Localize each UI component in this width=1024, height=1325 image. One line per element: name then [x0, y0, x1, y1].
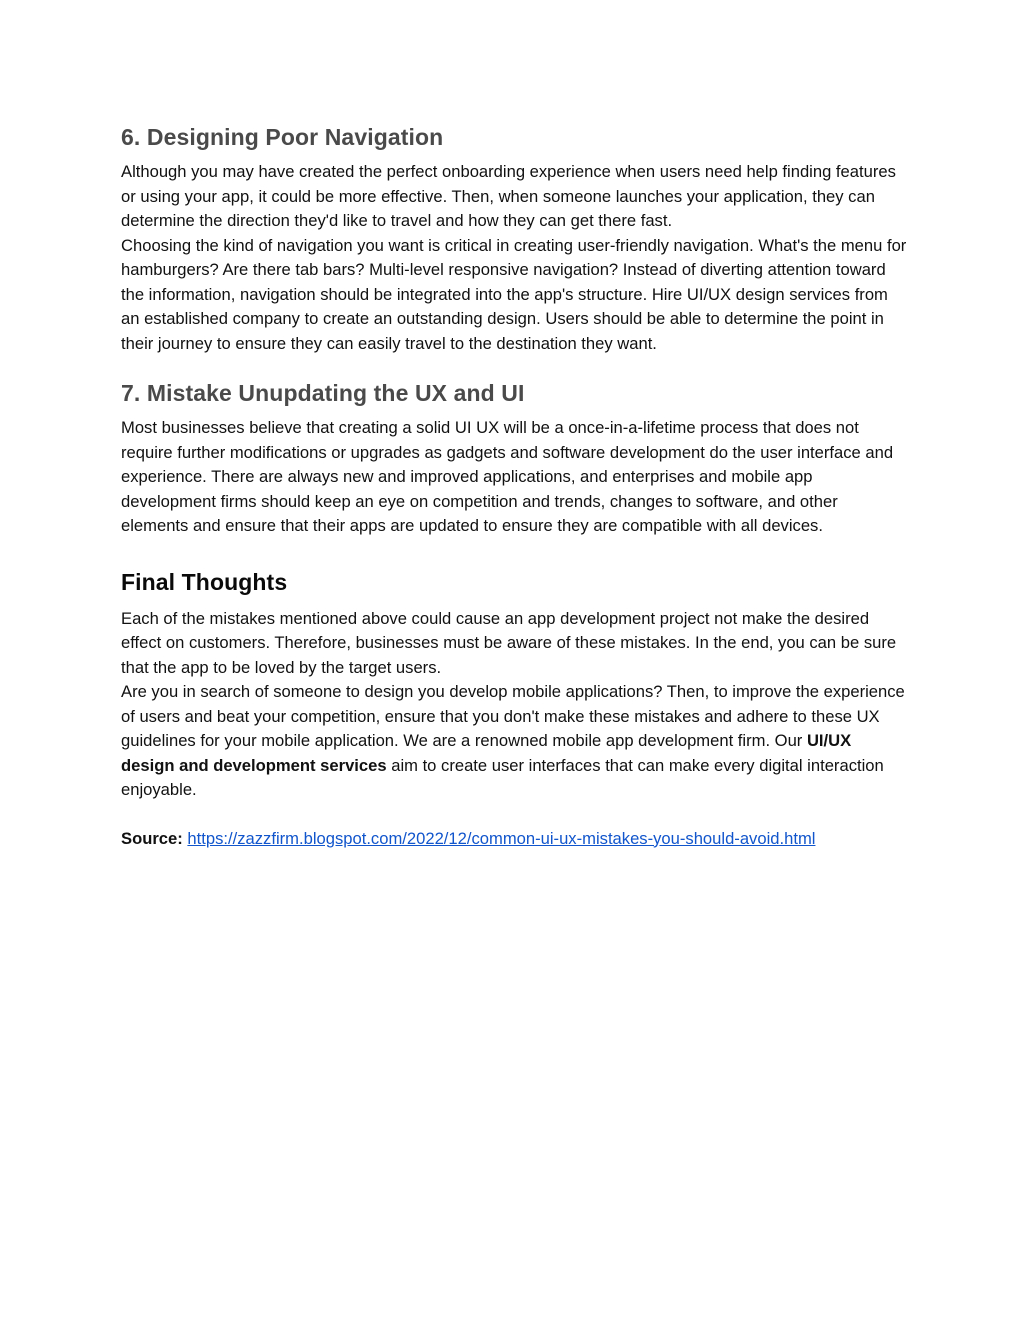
section-designing-poor-navigation: [121, 122, 907, 356]
paragraph-text: Are you in search of someone to design you develop mobile applications? Then, to improve the experience of users and beat your competition, ensure that you don't make these mistakes and adhere to these UX guidelines for your mobile application. We are a renowned mobile app development firm. Our: [121, 682, 905, 750]
document-page: [121, 122, 907, 851]
section-mistake-unupdating: [121, 378, 907, 539]
paragraph: Choosing the kind of navigation you want is critical in creating user-friendly navigation. What's the menu for hamburgers? Are there tab bars? Multi-level responsive navigation? Instead of diverting attention toward the information, navigation should be integrated into the app's structure. Hire UI/UX design services from an established company to create an outstanding design. Users should be able to determine the point in their journey to ensure they can easily travel to the destination they want.: [121, 235, 907, 353]
paragraph: [121, 680, 907, 803]
section-heading: 7. Mistake Unupdating the UX and UI: [121, 380, 525, 406]
paragraph: Although you may have created the perfect onboarding experience when users need help finding features or using your app, it could be more effective. Then, when someone launches your application, they can determine the direction they'd like to travel and how they can get there fast.: [121, 162, 896, 230]
source-line: [121, 827, 907, 852]
paragraph: Most businesses believe that creating a solid UI UX will be a once-in-a-lifetime process that does not require further modifications or upgrades as gadgets and software development do the user interface and experience. There are always new and improved applications, and enterprises and mobile app development firms should keep an eye on competition and trends, changes to software, and other elements and ensure that their apps are updated to ensure they are compatible with all devices.: [121, 418, 894, 535]
source-link[interactable]: https://zazzfirm.blogspot.com/2022/12/common-ui-ux-mistakes-you-should-avoid.html: [187, 828, 816, 848]
source-label: Source:: [121, 828, 183, 848]
section-heading: 6. Designing Poor Navigation: [121, 124, 444, 150]
bold-link-text: UI/UX design and development services: [121, 731, 852, 775]
paragraph: Each of the mistakes mentioned above could cause an app development project not make the desired effect on customers. Therefore, businesses must be aware of these mistakes. In the end, you can be sure that the app to be loved by the target users.: [121, 608, 897, 677]
section-heading: Final Thoughts: [121, 568, 288, 595]
section-final-thoughts: [121, 567, 907, 803]
paragraph-text: aim to create user interfaces that can make every digital interaction enjoyable.: [121, 755, 884, 799]
